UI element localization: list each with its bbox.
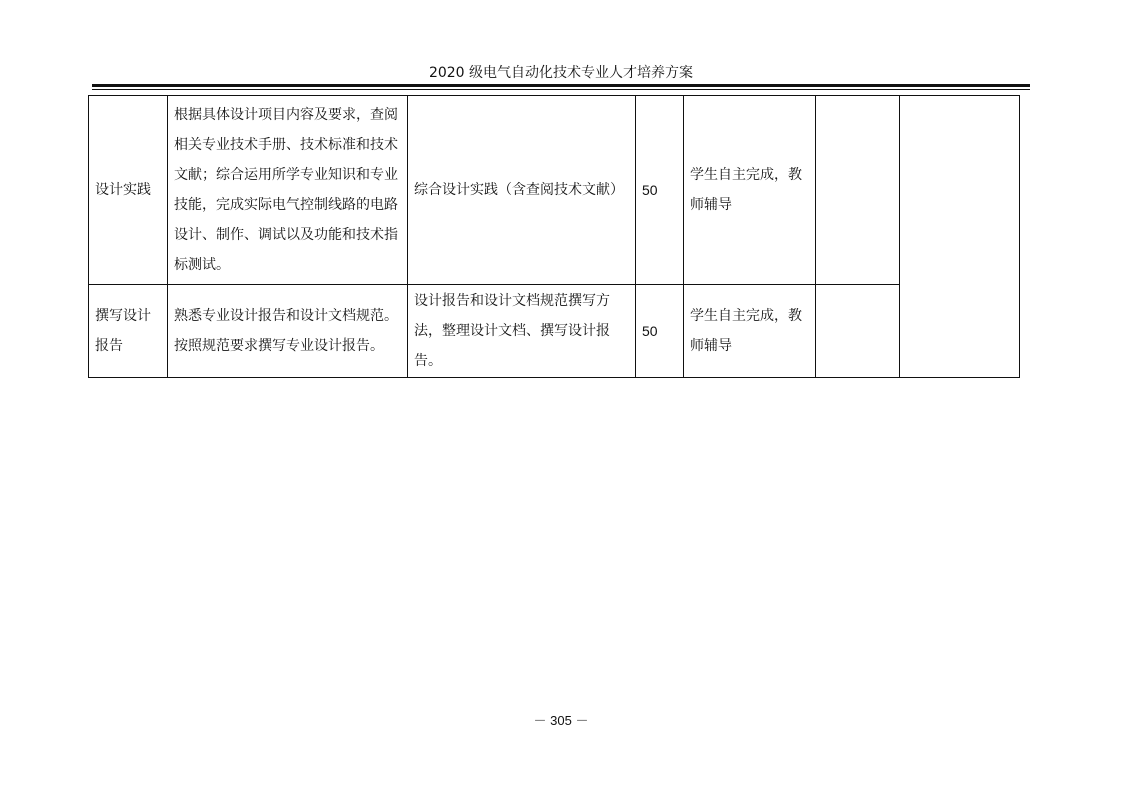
item-name-cell: 设计实践	[89, 96, 168, 285]
requirements-cell: 根据具体设计项目内容及要求，查阅相关专业技术手册、技术标准和技术文献；综合运用所学专业知识和专业技能，完成实际电气控制线路的电路设计、制作、调试以及功能和技术指标测试。	[168, 96, 408, 285]
document-header-title: 2020 级电气自动化技术专业人才培养方案	[428, 65, 694, 81]
header-rule-thick	[92, 84, 1030, 87]
method-cell: 学生自主完成，教师辅导	[684, 285, 816, 378]
empty-cell	[816, 96, 900, 285]
content-cell: 设计报告和设计文档规范撰写方法，整理设计文档、撰写设计报告。	[408, 285, 636, 378]
hours-cell: 50	[636, 96, 684, 285]
training-plan-table	[88, 95, 1020, 378]
method-cell: 学生自主完成，教师辅导	[684, 96, 816, 285]
table-row	[89, 96, 1020, 285]
table-row	[89, 285, 1020, 378]
merged-empty-cell	[900, 96, 1020, 378]
content-cell: 综合设计实践（含查阅技术文献）	[408, 96, 636, 285]
requirements-cell: 熟悉专业设计报告和设计文档规范。按照规范要求撰写专业设计报告。	[168, 285, 408, 378]
page-number: － 305 －	[533, 713, 589, 728]
item-name-cell: 撰写设计报告	[89, 285, 168, 378]
empty-cell	[816, 285, 900, 378]
header-rule-thin	[92, 89, 1030, 90]
hours-cell: 50	[636, 285, 684, 378]
